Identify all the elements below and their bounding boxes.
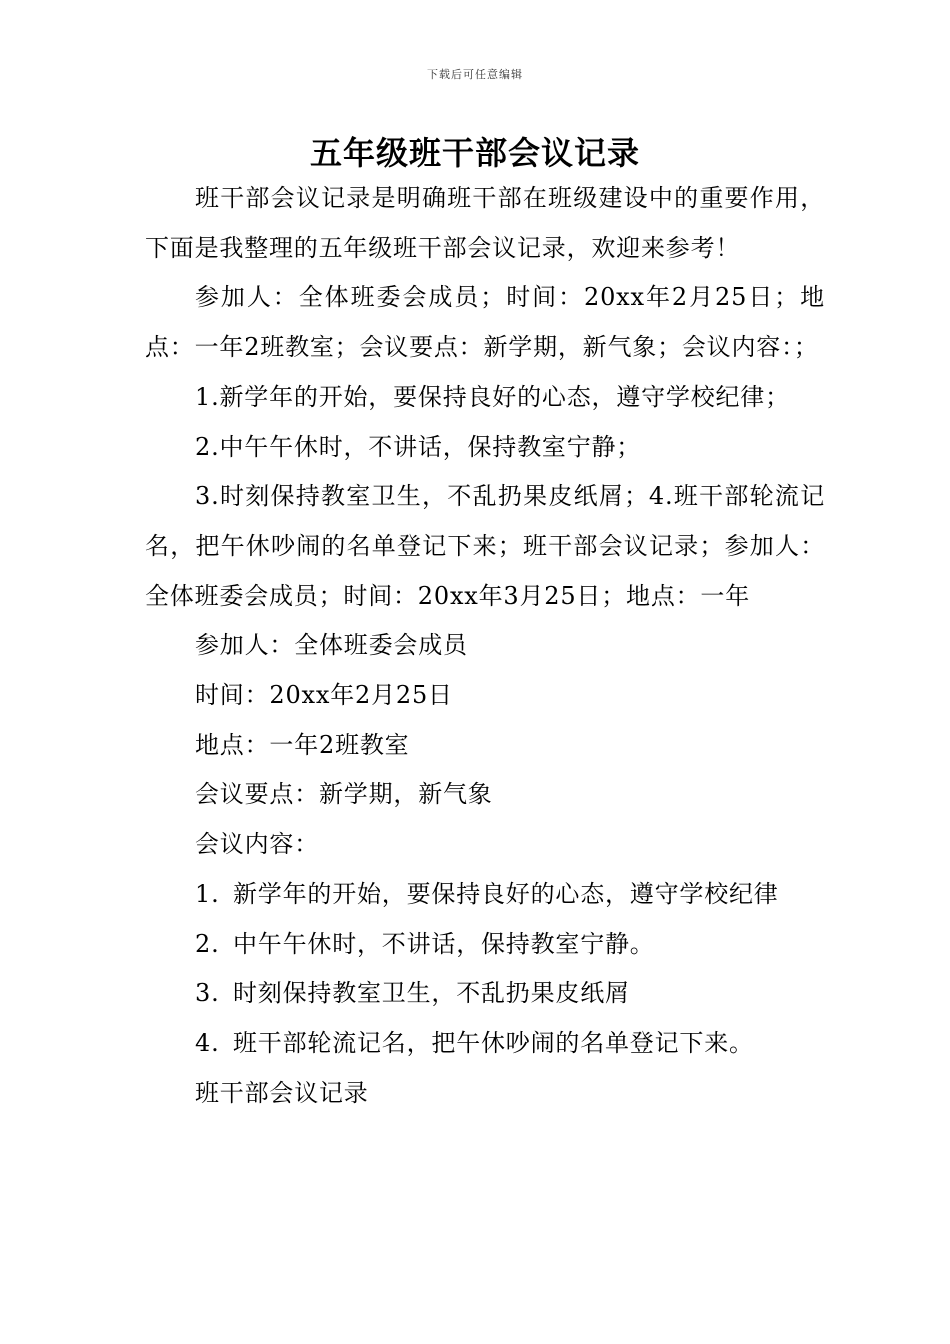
record-item-number: 4. — [195, 1028, 220, 1057]
record-time: 时间：20xx年2月25日 — [195, 681, 453, 710]
header-note: 下载后可任意编辑 — [427, 68, 523, 81]
closing-heading: 班干部会议记录 — [195, 1078, 369, 1107]
record-item-number: 1. — [195, 879, 220, 908]
summary-meta-paragraph: 参加人：全体班委会成员；时间：20xx年2月25日；地点：一年2班教室；会议要点：新学期，新气象；会议内容：； — [145, 283, 825, 362]
record-item-4 — [145, 1019, 825, 1069]
record-item-text: 班干部轮流记名，把午休吵闹的名单登记下来。 — [233, 1028, 754, 1057]
record-item-3 — [145, 969, 825, 1019]
record-place: 地点：一年2班教室 — [195, 730, 410, 759]
record-content-label: 会议内容： — [195, 830, 319, 859]
record-item-number: 3. — [195, 979, 220, 1008]
document-body — [145, 174, 825, 1118]
record-item-number: 2. — [195, 929, 220, 958]
record-item-1 — [145, 870, 825, 920]
intro-paragraph: 班干部会议记录是明确班干部在班级建设中的重要作用，下面是我整理的五年级班干部会议记录，欢迎来参考！ — [145, 184, 825, 262]
record-item-text: 新学年的开始，要保持良好的心态，遵守学校纪律 — [233, 879, 779, 908]
summary-item-1: 1.新学年的开始，要保持良好的心态，遵守学校纪律； — [195, 382, 790, 411]
record-item-2 — [145, 920, 825, 970]
summary-item-2: 2.中午午休时，不讲话，保持教室宁静； — [195, 432, 642, 461]
summary-item-3-paragraph: 3.时刻保持教室卫生，不乱扔果皮纸屑；4.班干部轮流记名，把午休吵闹的名单登记下来；班干部会议记录；参加人：全体班委会成员；时间：20xx年3月25日；地点：一年 — [145, 482, 825, 610]
record-item-text: 中午午休时，不讲话，保持教室宁静。 — [233, 929, 655, 958]
record-item-text: 时刻保持教室卫生，不乱扔果皮纸屑 — [233, 979, 630, 1008]
record-participants: 参加人：全体班委会成员 — [195, 631, 468, 660]
document-title: 五年级班干部会议记录 — [309, 134, 640, 172]
record-key-points: 会议要点：新学期，新气象 — [195, 780, 493, 809]
